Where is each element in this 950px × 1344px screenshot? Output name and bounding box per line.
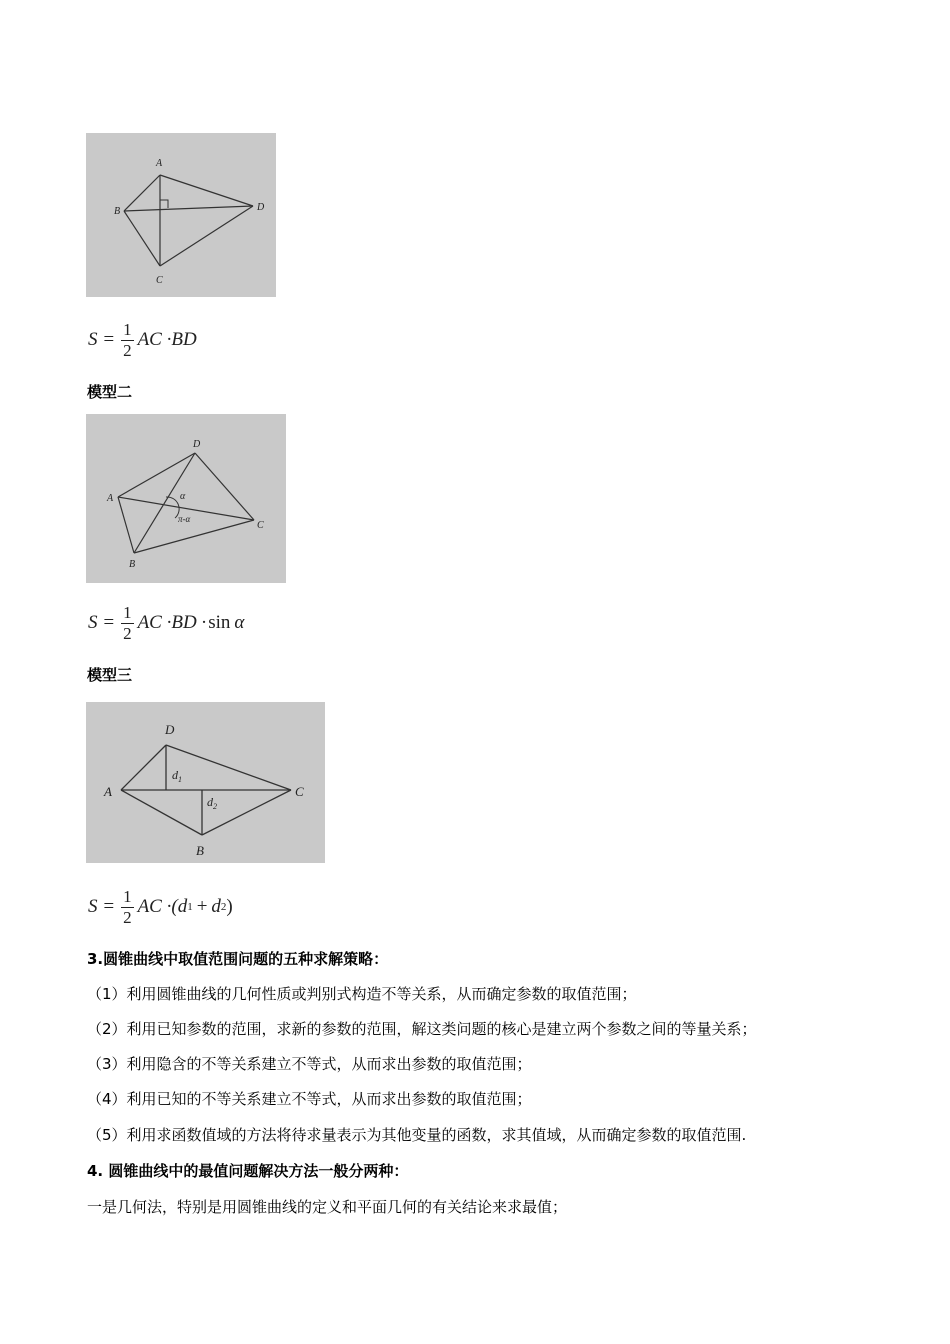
fraction: $\frac{1}{2}$ bbox=[123, 886, 132, 927]
figure-model-3 bbox=[86, 702, 325, 863]
label-D: D bbox=[165, 722, 175, 737]
strategy-3: （3）利用隐含的不等关系建立不等式，从而求出参数的取值范围； bbox=[87, 1055, 532, 1073]
fraction: $\frac{1}{2}$ bbox=[123, 602, 132, 643]
label-A: A bbox=[104, 784, 112, 799]
quadrilateral-diagram-3 bbox=[86, 702, 325, 863]
label-A: A bbox=[156, 158, 163, 169]
fraction: $\frac{1}{2}$ bbox=[123, 319, 132, 360]
strategy-4: （4）利用已知的不等关系建立不等式，从而求出参数的取值范围； bbox=[87, 1090, 532, 1108]
formula-rhs: AC ·BD · bbox=[137, 612, 207, 633]
formula-model-3: S = $\frac{1}{2}$ AC ·( d 1 + d 2 ) bbox=[88, 886, 233, 927]
label-C: C bbox=[257, 520, 264, 531]
label-alpha: α bbox=[180, 491, 186, 502]
label-B: B bbox=[114, 206, 121, 217]
quadrilateral-diagram-1 bbox=[86, 133, 276, 297]
label-d2: $d_2$ bbox=[207, 795, 217, 811]
strategy-1: （1）利用圆锥曲线的几何性质或判别式构造不等关系，从而确定参数的取值范围； bbox=[87, 985, 637, 1003]
heading-section-3: 3.圆锥曲线中取值范围问题的五种求解策略： bbox=[87, 950, 389, 968]
label-B: B bbox=[196, 843, 204, 858]
label-C: C bbox=[295, 784, 304, 799]
label-C: C bbox=[156, 275, 163, 286]
strategy-5: （5）利用求函数值域的方法将待求量表示为其他变量的函数，求其值域，从而确定参数的取值范围. bbox=[87, 1126, 747, 1144]
formula-lhs: S = bbox=[88, 329, 116, 350]
strategy-2: （2）利用已知参数的范围，求新的参数的范围，解这类问题的核心是建立两个参数之间的等量关系； bbox=[87, 1020, 757, 1038]
heading-model-2: 模型二 bbox=[87, 383, 133, 401]
formula-rhs: AC ·BD bbox=[137, 329, 197, 350]
label-pi-minus-alpha: π-α bbox=[178, 514, 191, 524]
alpha-symbol: α bbox=[234, 612, 245, 633]
formula-model-1 bbox=[88, 314, 197, 366]
formula-rhs: AC ·( bbox=[137, 896, 178, 917]
heading-section-4: 4. 圆锥曲线中的最值问题解决方法一般分两种： bbox=[87, 1162, 409, 1180]
label-D: D bbox=[257, 202, 265, 213]
label-D: D bbox=[193, 439, 201, 450]
label-B: B bbox=[129, 559, 136, 570]
formula-lhs: S = bbox=[88, 896, 116, 917]
label-d1: $d_1$ bbox=[172, 768, 182, 784]
formula-model-2 bbox=[88, 597, 244, 649]
figure-model-1 bbox=[86, 133, 276, 297]
sin-function: sin bbox=[208, 612, 231, 633]
label-A: A bbox=[107, 493, 114, 504]
heading-model-3: 模型三 bbox=[87, 666, 133, 684]
quadrilateral-diagram-2 bbox=[86, 414, 286, 583]
method-1-text: 一是几何法，特别是用圆锥曲线的定义和平面几何的有关结论来求最值； bbox=[87, 1198, 568, 1216]
figure-model-2 bbox=[86, 414, 286, 583]
formula-lhs: S = bbox=[88, 612, 116, 633]
